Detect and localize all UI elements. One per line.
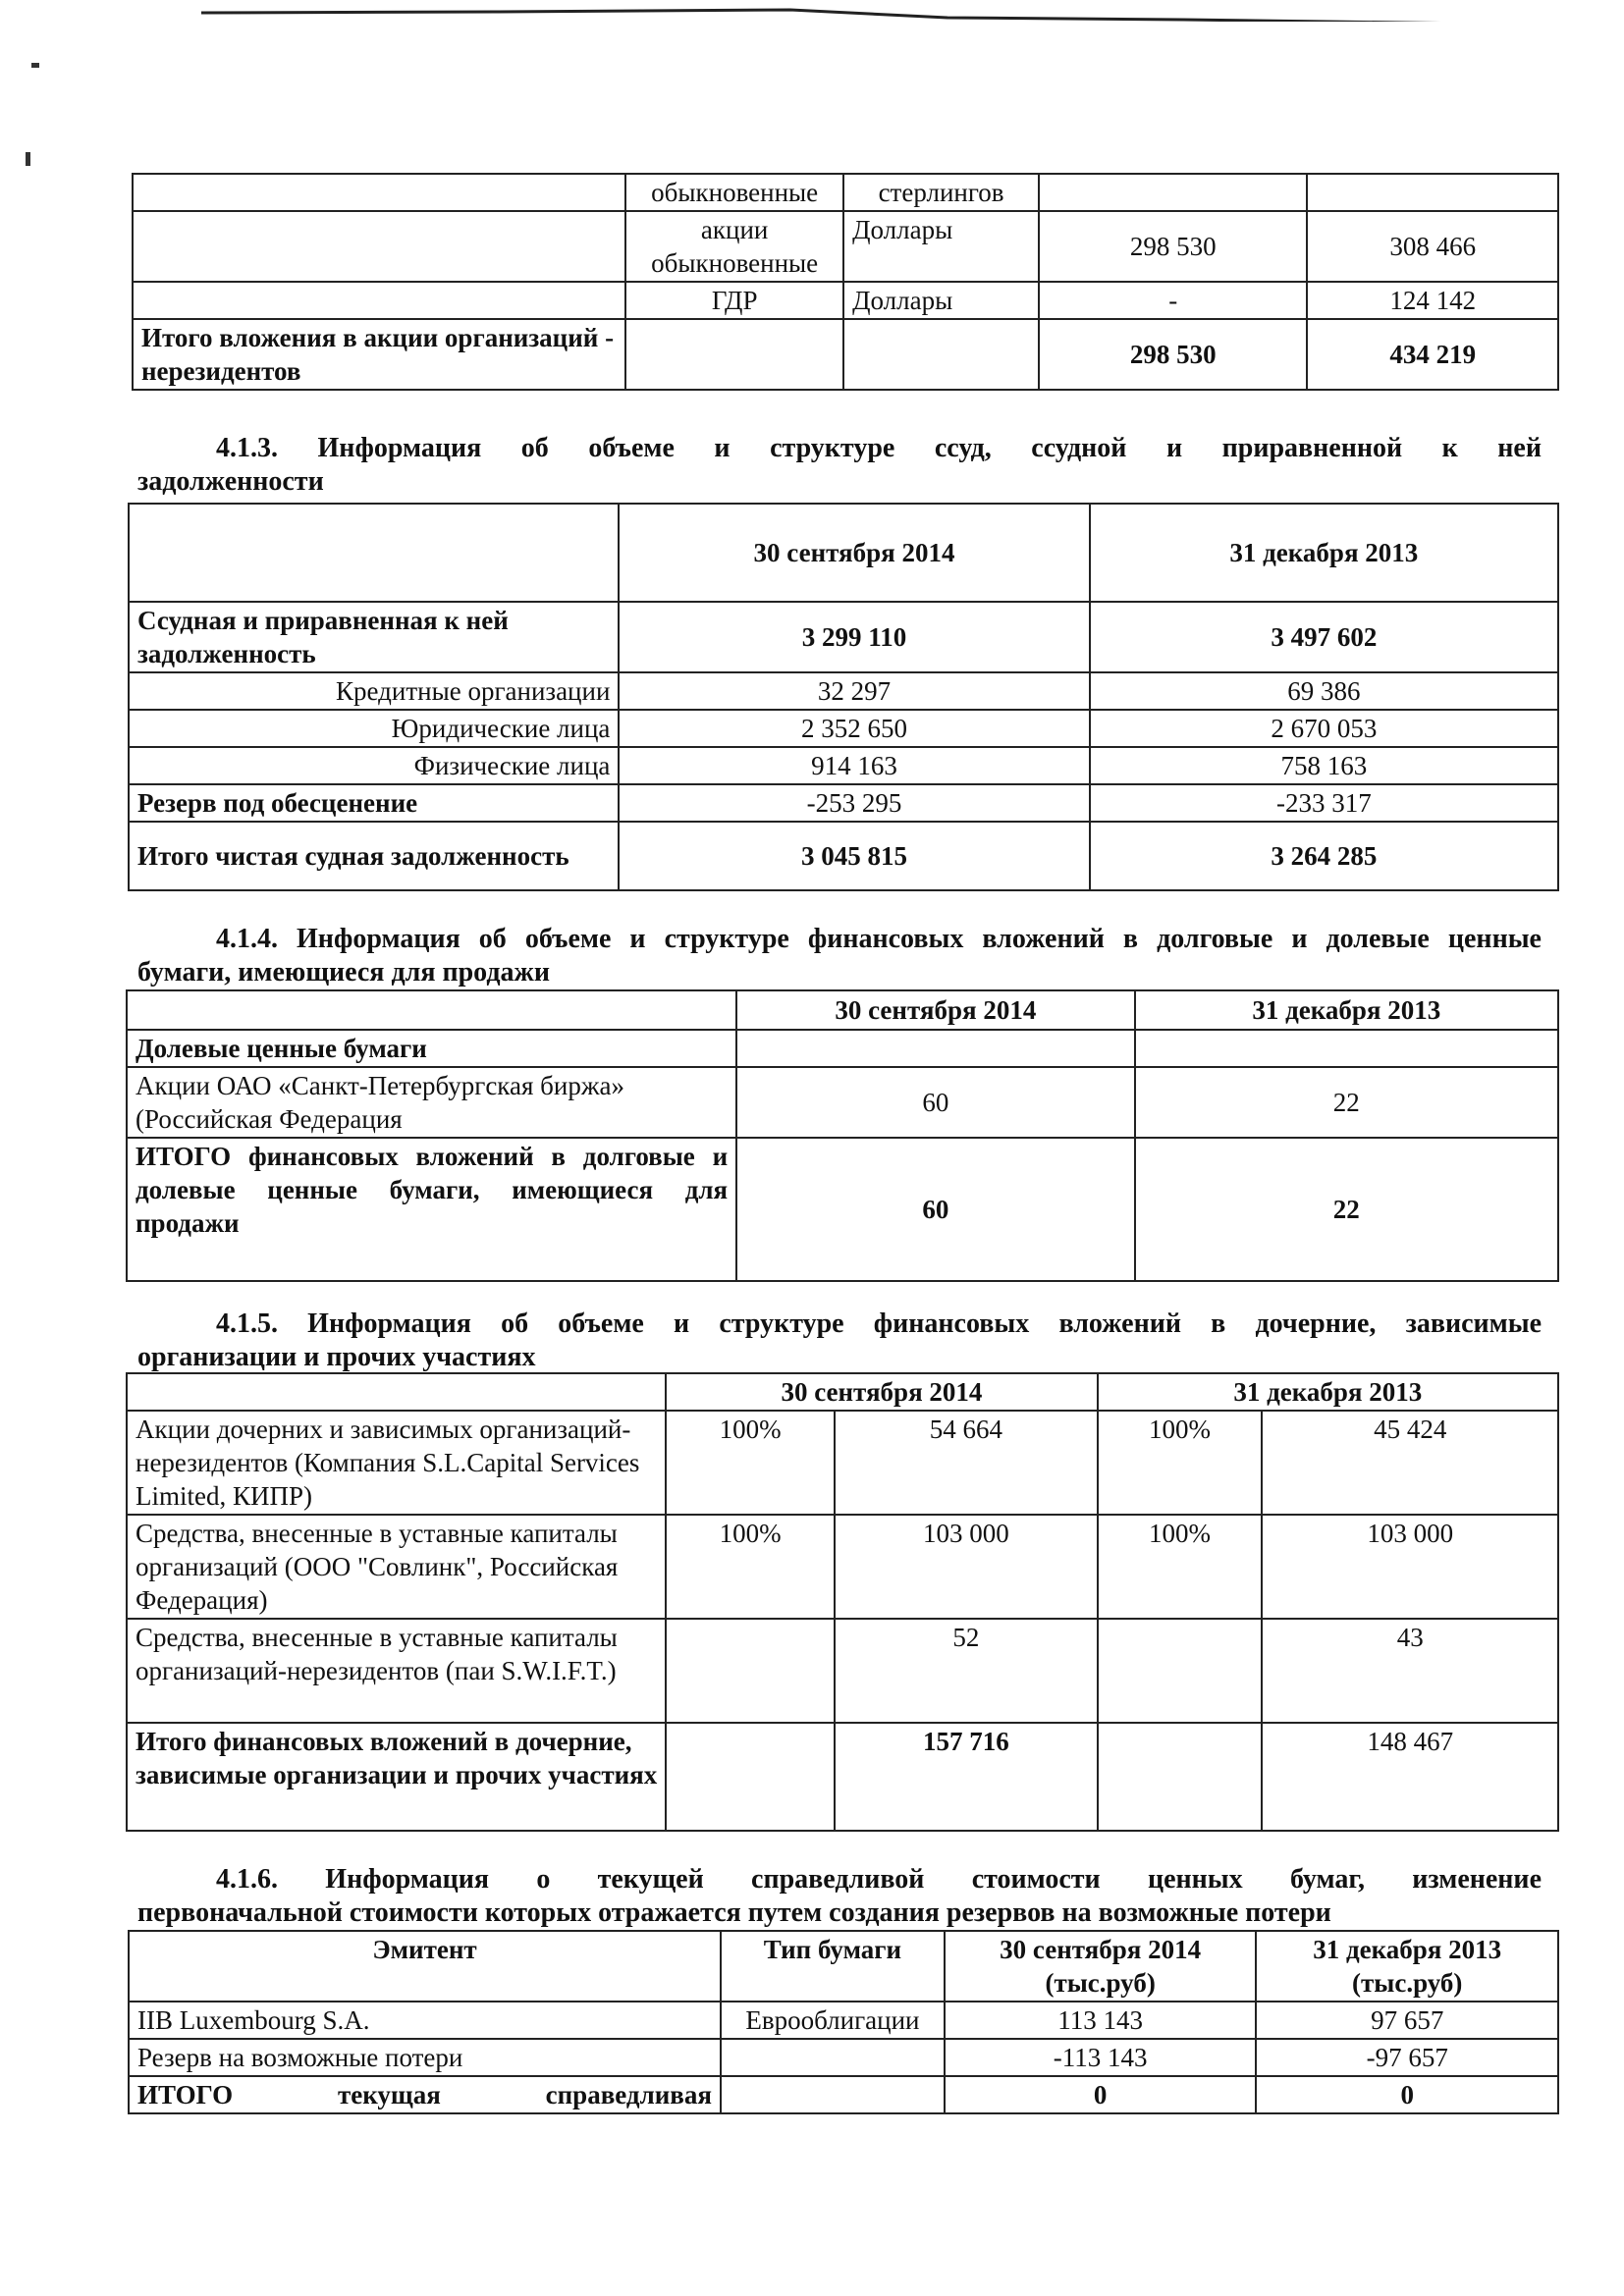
row-label: Средства, внесенные в уставные капиталы организаций (ООО "Совлинк", Российская Федерация) — [127, 1515, 666, 1619]
available-for-sale-table — [126, 989, 1559, 1282]
loans-table — [128, 503, 1559, 891]
scan-top-line — [201, 4, 1624, 22]
value-dec: -233 317 — [1090, 784, 1558, 822]
total-sep: 298 530 — [1039, 319, 1307, 390]
total-label: Итого финансовых вложений в дочерние, зависимые организации и прочих участиях — [127, 1723, 666, 1831]
column-header: 30 сентября 2014 — [619, 504, 1089, 602]
table-row — [127, 1030, 1558, 1067]
value-dec: 97 657 — [1256, 2002, 1558, 2039]
table-row — [129, 602, 1558, 672]
column-header: 31 декабря 2013 — [1135, 990, 1558, 1030]
total-sep: 60 — [736, 1138, 1134, 1281]
heading-4-1-6 — [137, 1863, 1542, 1930]
table-row — [127, 1723, 1558, 1831]
value-sep: -253 295 — [619, 784, 1089, 822]
share-type: акции обыкновенные — [625, 211, 843, 282]
security-type — [721, 2039, 945, 2076]
heading-4-1-3 — [137, 432, 1542, 499]
value-sep: 103 000 — [835, 1515, 1098, 1619]
value-dec: 758 163 — [1090, 747, 1558, 784]
table-row — [127, 1411, 1558, 1515]
issuer: Резерв на возможные потери — [129, 2039, 721, 2076]
heading-4-1-4 — [137, 923, 1542, 989]
table-row — [133, 211, 1558, 282]
pct-dec: 100% — [1098, 1515, 1263, 1619]
value-dec: 308 466 — [1307, 211, 1558, 282]
value-dec: 2 670 053 — [1090, 710, 1558, 747]
table-row — [127, 1067, 1558, 1138]
heading-4-1-5 — [137, 1308, 1542, 1374]
row-label: Физические лица — [129, 747, 619, 784]
value-dec: 3 264 285 — [1090, 822, 1558, 890]
pct-sep — [666, 1619, 835, 1723]
heading-lead: 4.1.4. Информация об объеме и структуре финансовых вложений в долговые и долевые ценные — [216, 924, 1542, 954]
row-label: Кредитные организации — [129, 672, 619, 710]
total-sep: 157 716 — [835, 1723, 1098, 1831]
column-header: 30 сентября 2014 — [736, 990, 1134, 1030]
heading-tail: организации и прочих участиях — [137, 1342, 536, 1372]
value-sep: 60 — [736, 1067, 1134, 1138]
total-label: ИТОГО текущая справедливая — [129, 2076, 721, 2113]
row-label: Ссудная и приравненная к ней задолженность — [129, 602, 619, 672]
table-row — [127, 1373, 1558, 1411]
value-dec: 69 386 — [1090, 672, 1558, 710]
currency: Доллары — [843, 211, 1039, 282]
column-header: Эмитент — [129, 1931, 721, 2002]
row-label: Акции ОАО «Санкт-Петербургская биржа» (Российская Федерация — [127, 1067, 736, 1138]
pct-sep: 100% — [666, 1515, 835, 1619]
total-label: ИТОГО финансовых вложений в долговые и долевые ценные бумаги, имеющиеся для продажи — [127, 1138, 736, 1281]
value-sep: 54 664 — [835, 1411, 1098, 1515]
value-sep — [1039, 174, 1307, 211]
value-dec — [1307, 174, 1558, 211]
heading-lead: 4.1.6. Информация о текущей справедливой стоимости ценных бумаг, изменение — [216, 1864, 1542, 1895]
row-label: Средства, внесенные в уставные капиталы организаций-нерезидентов (паи S.W.I.F.T.) — [127, 1619, 666, 1723]
table-row — [129, 710, 1558, 747]
subsidiaries-table — [126, 1372, 1559, 1832]
table-row — [133, 282, 1558, 319]
pct-dec — [1098, 1619, 1263, 1723]
scan-mark — [31, 63, 39, 68]
table-row — [129, 2039, 1558, 2076]
value-sep: 298 530 — [1039, 211, 1307, 282]
value-dec: 3 497 602 — [1090, 602, 1558, 672]
foreign-shares-table — [132, 173, 1559, 391]
heading-tail: бумаги, имеющиеся для продажи — [137, 957, 550, 988]
row-label: Юридические лица — [129, 710, 619, 747]
row-label: Акции дочерних и зависимых организаций-нерезидентов (Компания S.L.Capital Services Limited, КИПР) — [127, 1411, 666, 1515]
pct-sep: 100% — [666, 1411, 835, 1515]
table-row — [129, 1931, 1558, 2002]
total-sep: 0 — [945, 2076, 1257, 2113]
value-dec: 124 142 — [1307, 282, 1558, 319]
heading-lead: 4.1.3. Информация об объеме и структуре ссуд, ссудной и приравненной к ней — [216, 433, 1542, 463]
column-header: 30 сентября 2014 (тыс.руб) — [945, 1931, 1257, 2002]
table-row — [129, 2002, 1558, 2039]
heading-lead: 4.1.5. Информация об объеме и структуре финансовых вложений в дочерние, зависимые — [216, 1308, 1542, 1339]
table-row — [129, 672, 1558, 710]
row-label: Итого чистая судная задолженность — [129, 822, 619, 890]
column-header: Тип бумаги — [721, 1931, 945, 2002]
table-row — [129, 747, 1558, 784]
table-row — [127, 1619, 1558, 1723]
value-sep: 3 299 110 — [619, 602, 1089, 672]
table-row — [127, 1138, 1558, 1281]
share-type: обыкновенные — [625, 174, 843, 211]
total-label: Итого вложения в акции организаций - нерезидентов — [133, 319, 625, 390]
value-sep: - — [1039, 282, 1307, 319]
column-header: 31 декабря 2013 — [1098, 1373, 1558, 1411]
value-sep: 52 — [835, 1619, 1098, 1723]
value-sep: 32 297 — [619, 672, 1089, 710]
issuer: IIB Luxembourg S.A. — [129, 2002, 721, 2039]
heading-tail: первоначальной стоимости которых отражается путем создания резервов на возможные потери — [137, 1897, 1331, 1928]
column-header: 31 декабря 2013 — [1090, 504, 1558, 602]
table-row — [127, 990, 1558, 1030]
value-sep: 113 143 — [945, 2002, 1257, 2039]
row-label: Резерв под обесценение — [129, 784, 619, 822]
table-row — [129, 784, 1558, 822]
fair-value-table — [128, 1930, 1559, 2114]
heading-tail: задолженности — [137, 466, 324, 497]
table-row — [127, 1515, 1558, 1619]
column-header: 30 сентября 2014 — [666, 1373, 1097, 1411]
table-row — [133, 319, 1558, 390]
table-row — [129, 2076, 1558, 2113]
share-type: ГДР — [625, 282, 843, 319]
total-dec: 22 — [1135, 1138, 1558, 1281]
value-sep: 3 045 815 — [619, 822, 1089, 890]
column-header: 31 декабря 2013 (тыс.руб) — [1256, 1931, 1558, 2002]
table-row — [129, 822, 1558, 890]
value-dec: 45 424 — [1262, 1411, 1558, 1515]
table-row — [129, 504, 1558, 602]
table-row — [133, 174, 1558, 211]
total-dec: 148 467 — [1262, 1723, 1558, 1831]
value-sep: 914 163 — [619, 747, 1089, 784]
section-label: Долевые ценные бумаги — [127, 1030, 736, 1067]
total-dec: 0 — [1256, 2076, 1558, 2113]
scan-mark — [26, 152, 30, 166]
value-sep: 2 352 650 — [619, 710, 1089, 747]
currency: Доллары — [843, 282, 1039, 319]
value-sep: -113 143 — [945, 2039, 1257, 2076]
currency: стерлингов — [843, 174, 1039, 211]
value-dec: -97 657 — [1256, 2039, 1558, 2076]
security-type: Еврооблигации — [721, 2002, 945, 2039]
value-dec: 103 000 — [1262, 1515, 1558, 1619]
pct-dec: 100% — [1098, 1411, 1263, 1515]
value-dec: 43 — [1262, 1619, 1558, 1723]
total-dec: 434 219 — [1307, 319, 1558, 390]
value-dec: 22 — [1135, 1067, 1558, 1138]
